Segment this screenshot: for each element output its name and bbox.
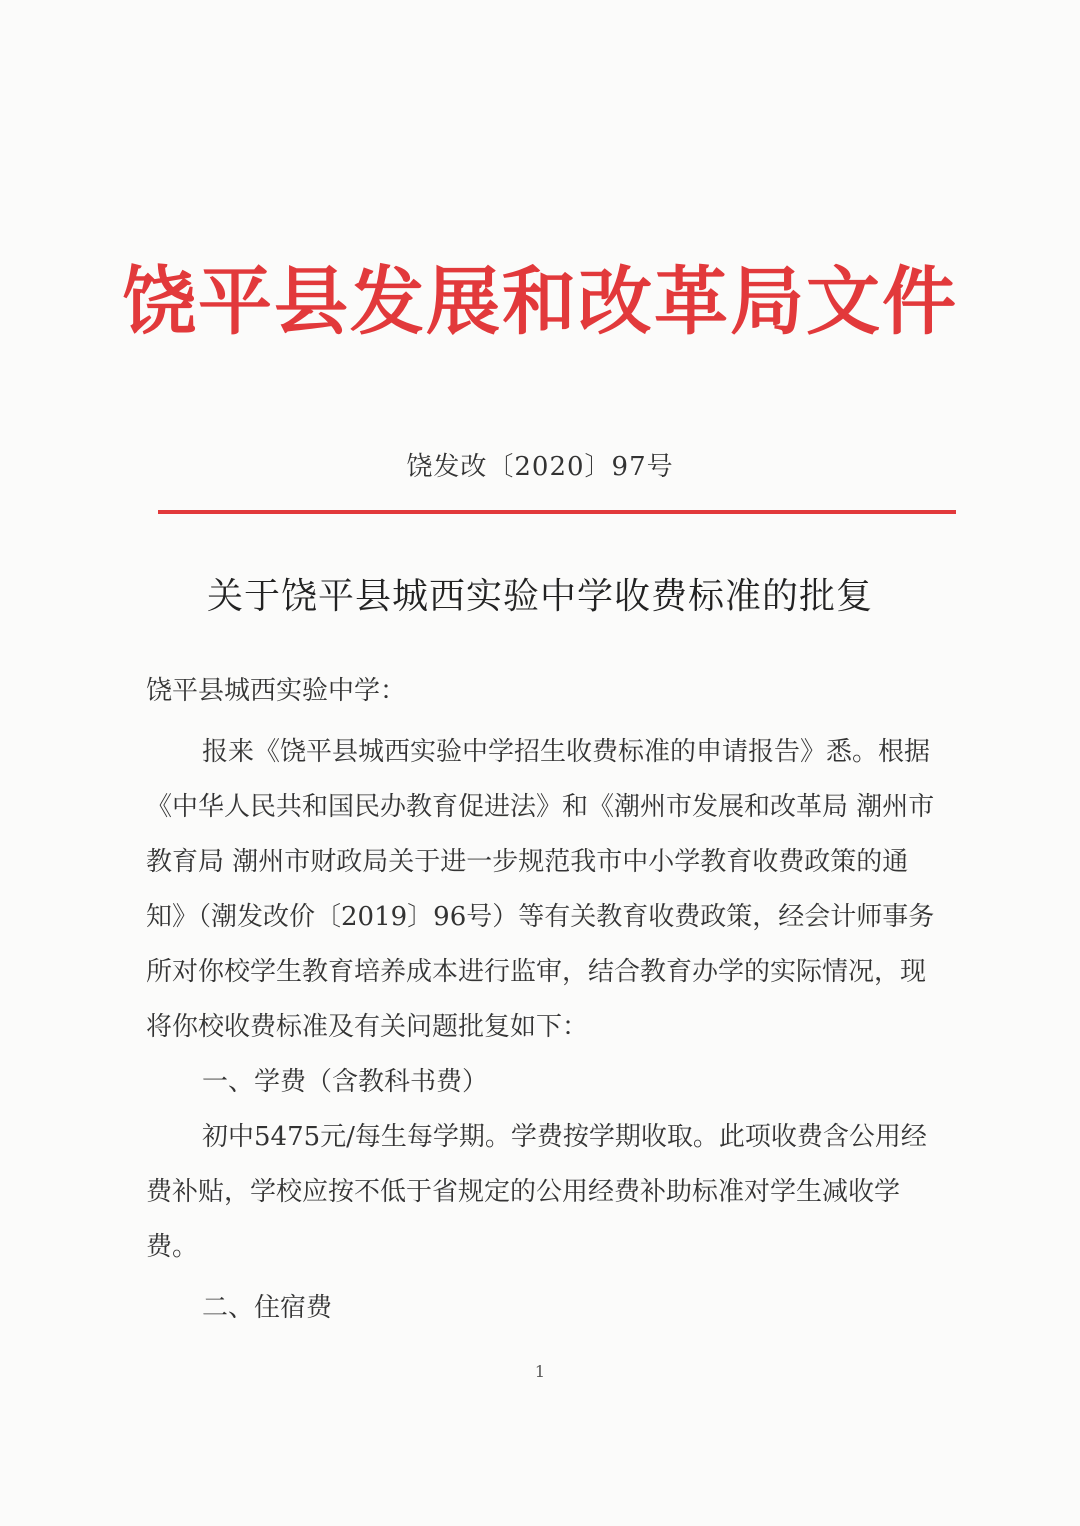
red-divider-line — [158, 510, 956, 514]
section-body-tuition: 初中5475元/每生每学期。学费按学期收取。此项收费含公用经费补贴，学校应按不低于省规定的公用经费补助标准对学生减收学费。 — [146, 1122, 927, 1262]
page-number: 1 — [534, 1362, 546, 1381]
document-title: 关于饶平县城西实验中学收费标准的批复 — [206, 576, 873, 617]
salutation: 饶平县城西实验中学： — [146, 676, 407, 706]
document-number: 饶发改〔2020〕97号 — [406, 452, 674, 482]
section-heading-accommodation: 二、住宿费 — [202, 1293, 333, 1323]
paragraph-intro: 报来《饶平县城西实验中学招生收费标准的申请报告》悉。根据《中华人民共和国民办教育促进法》和《潮州市发展和改革局 潮州市教育局 潮州市财政局关于进一步规范我市中小学教育收费政策的通知》（潮发改价〔2019〕96号）等有关教育收费政策，经会计师事务所对你校学生教育培养成本进行监审，结合教育办学的实际情况，现将你校收费标准及有关问题批复如下： — [146, 737, 935, 1042]
org-header-title: 饶平县发展和改革局文件 — [122, 259, 958, 345]
document-body — [146, 664, 936, 1336]
section-heading-tuition: 一、学费（含教科书费） — [202, 1067, 489, 1097]
